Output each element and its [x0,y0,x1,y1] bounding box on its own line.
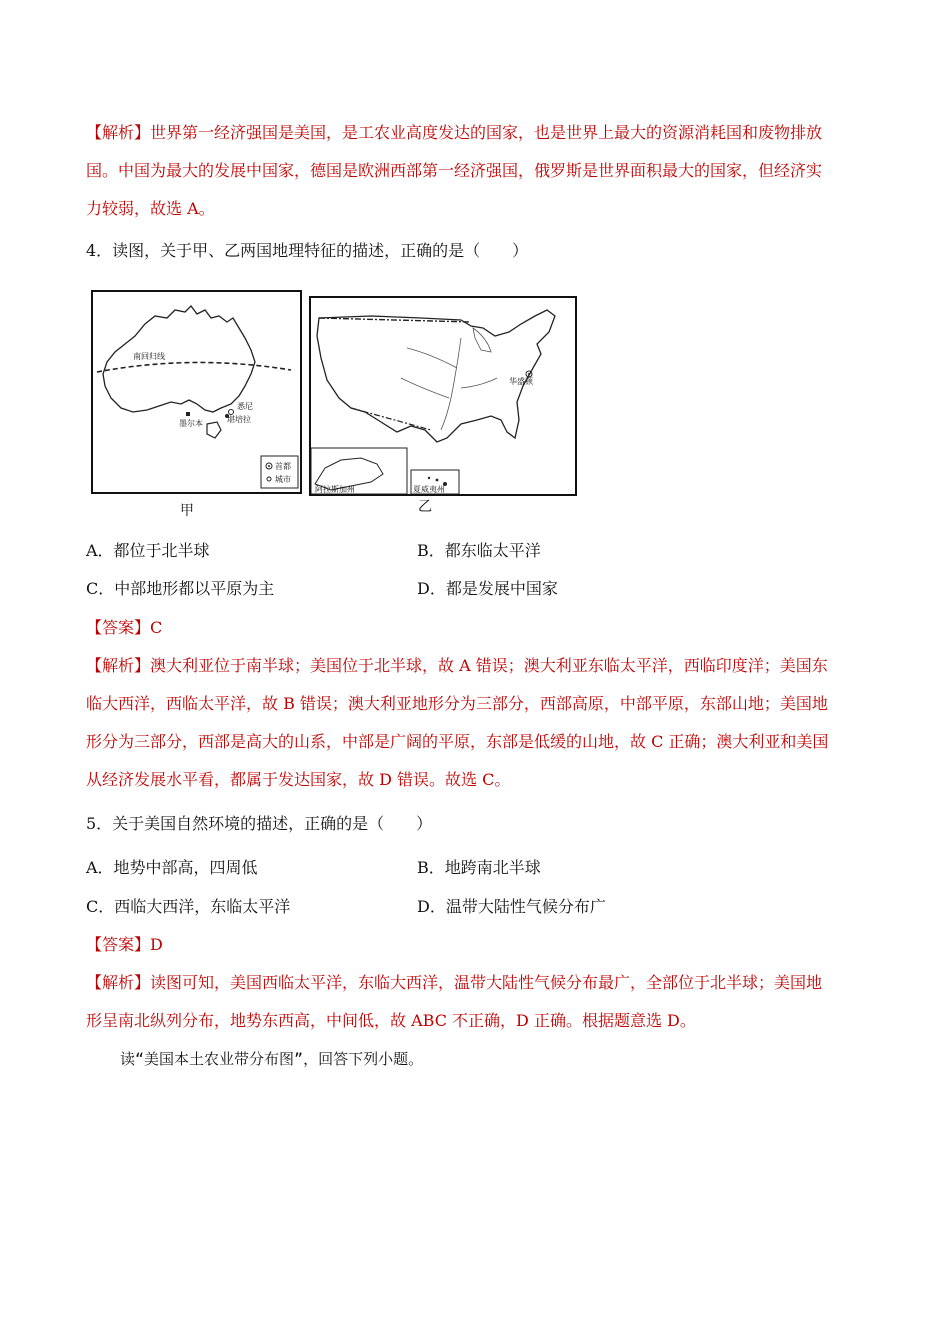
map-b-caption: 乙 [418,499,432,515]
tropic-label: 南回归线 [133,352,165,361]
usa-outline [311,298,575,494]
analysis-text: 澳大利亚位于南半球；美国位于北半球，故 A 错误；澳大利亚东临太平洋，西临印度洋；美国东 [150,656,828,675]
q4-answer [86,617,866,639]
legend-city-label: 城市 [275,475,291,484]
q5-analysis-line-2: 形呈南北纵列分布，地势东西高，中间低，故 ABC 不正确，D 正确。根据题意选 D。 [86,1011,696,1030]
q4-analysis-line-1 [86,655,866,677]
melbourne-marker [186,412,190,416]
q4-analysis-line-3: 形分为三部分，西部是高大的山系，中部是广阔的平原，东部是低缓的山地，故 C 正确；澳大利亚和美国 [86,732,829,751]
answer-value: C [150,618,163,637]
q5-option-b: B．地跨南北半球 [417,858,541,877]
q5-option-a: A．地势中部高，四周低 [86,858,258,877]
q5-option-c: C．西临大西洋，东临太平洋 [86,897,291,916]
map-usa [309,296,577,496]
analysis-text: 世界第一经济强国是美国，是工农业高度发达的国家，也是世界上最大的资源消耗国和废物排放 [150,123,823,142]
sydney-marker [229,410,234,415]
q4-analysis-line-2: 临大西洋，西临太平洋，故 B 错误；澳大利亚地形分为三部分，西部高原，中部平原，东部山地；美国地 [86,694,828,713]
melbourne-label: 墨尔本 [179,419,203,428]
australia-outline [93,292,300,492]
q5-question: 5．关于美国自然环境的描述，正确的是（ ） [86,814,433,833]
analysis-tag: 【解析】 [86,973,151,992]
alaska-label: 阿拉斯加州 [315,485,355,494]
q4-analysis-line-4: 从经济发展水平看，都属于发达国家，故 D 错误。故选 C。 [86,770,511,789]
legend-capital-label: 首都 [275,462,291,471]
answer-tag: 【答案】 [86,618,151,637]
q5-analysis-line-1 [86,972,866,994]
q5-option-d: D．温带大陆性气候分布广 [417,897,606,916]
q3-analysis-line-2: 国。中国为最大的发展中国家，德国是欧洲西部第一经济强国，俄罗斯是世界面积最大的国家，但经济实 [86,161,823,180]
q4-option-c: C．中部地形都以平原为主 [86,579,275,598]
analysis-tag: 【解析】 [86,656,151,675]
washington-label: 华盛顿 [509,377,533,386]
canberra-label: 堪培拉 [227,415,251,424]
answer-tag: 【答案】 [86,935,151,954]
analysis-text: 读图可知，美国西临太平洋，东临大西洋，温带大陆性气候分布最广，全部位于北半球；美国地 [150,973,823,992]
sydney-label: 悉尼 [237,402,253,411]
next-section-intro: 读“美国本土农业带分布图”，回答下列小题。 [120,1050,424,1068]
q5-answer [86,934,866,956]
analysis-tag: 【解析】 [86,123,151,142]
q4-option-d: D．都是发展中国家 [417,579,558,598]
q3-analysis-line-3: 力较弱，故选 A。 [86,199,215,218]
q4-option-a: A．都位于北半球 [86,541,210,560]
q4-question: 4．读图，关于甲、乙两国地理特征的描述，正确的是（ ） [86,241,529,260]
hawaii-label: 夏威夷州 [413,485,445,494]
answer-value: D [150,935,163,954]
q4-option-b: B．都东临太平洋 [417,541,541,560]
map-australia [91,290,302,494]
map-a-caption: 甲 [180,503,194,519]
q3-analysis-line-1 [86,122,866,144]
